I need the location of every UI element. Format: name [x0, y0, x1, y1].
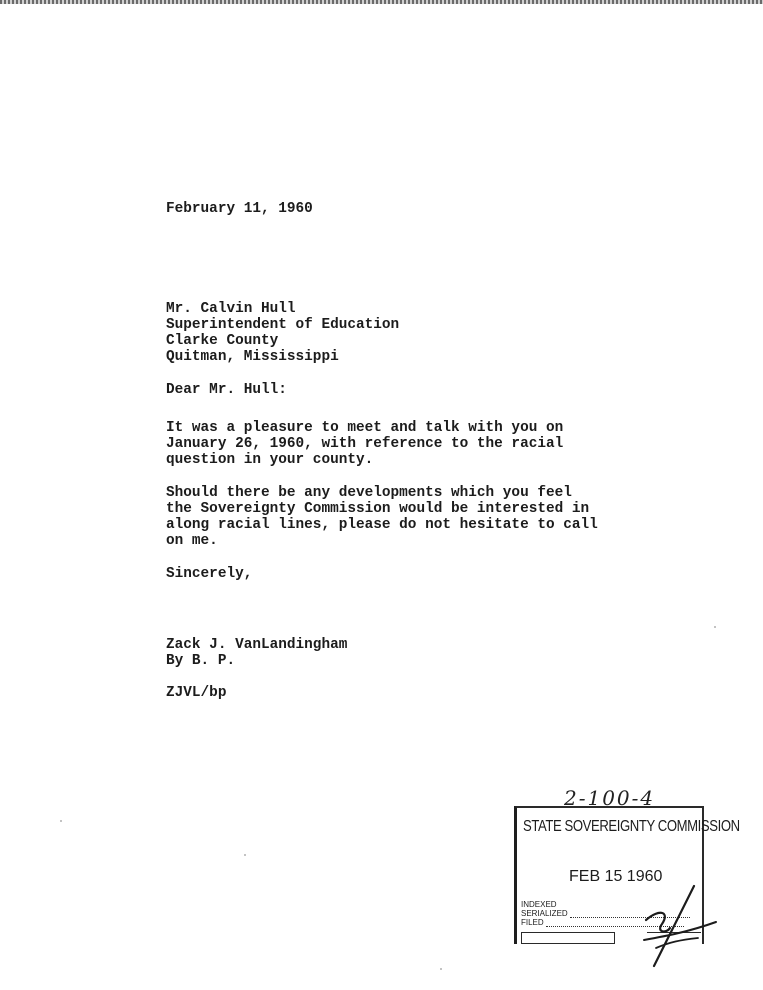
paragraph1-line: January 26, 1960, with reference to the racial	[166, 436, 564, 452]
file-number: 2-100-4	[564, 786, 656, 810]
stamp-field-serialized: SERIALIZED	[521, 909, 690, 918]
signer-name: Zack J. VanLandingham	[166, 637, 348, 653]
recipient-city: Quitman, Mississippi	[166, 349, 339, 365]
stamp-field-filed: FILED	[521, 918, 684, 927]
paragraph1-line: question in your county.	[166, 452, 374, 468]
stamp-box	[521, 932, 615, 944]
recipient-county: Clarke County	[166, 333, 279, 349]
reference-initials: ZJVL/bp	[166, 685, 227, 701]
page-top-edge	[0, 0, 763, 4]
salutation: Dear Mr. Hull:	[166, 382, 287, 398]
stamp-date: FEB 15 1960	[569, 868, 663, 885]
paper-speck	[60, 820, 62, 822]
paragraph2-line: along racial lines, please do not hesitate to call	[166, 517, 598, 533]
stamp-field-indexed: INDEXED	[521, 900, 557, 909]
recipient-name: Mr. Calvin Hull	[166, 301, 296, 317]
paragraph2-line: the Sovereignty Commission would be interested in	[166, 501, 590, 517]
paper-speck	[440, 968, 442, 970]
paragraph2-line: on me.	[166, 533, 218, 549]
closing: Sincerely,	[166, 566, 253, 582]
paper-speck	[714, 626, 716, 628]
by-line: By B. P.	[166, 653, 236, 669]
recipient-title: Superintendent of Education	[166, 317, 400, 333]
paragraph1-line: It was a pleasure to meet and talk with you on	[166, 420, 564, 436]
handwritten-initials-mark	[636, 882, 722, 968]
letter-date: February 11, 1960	[166, 201, 313, 217]
paper-speck	[244, 854, 246, 856]
paragraph2-line: Should there be any developments which you feel	[166, 485, 572, 501]
stamp-title: STATE SOVEREIGNTY COMMISSION	[523, 818, 740, 835]
